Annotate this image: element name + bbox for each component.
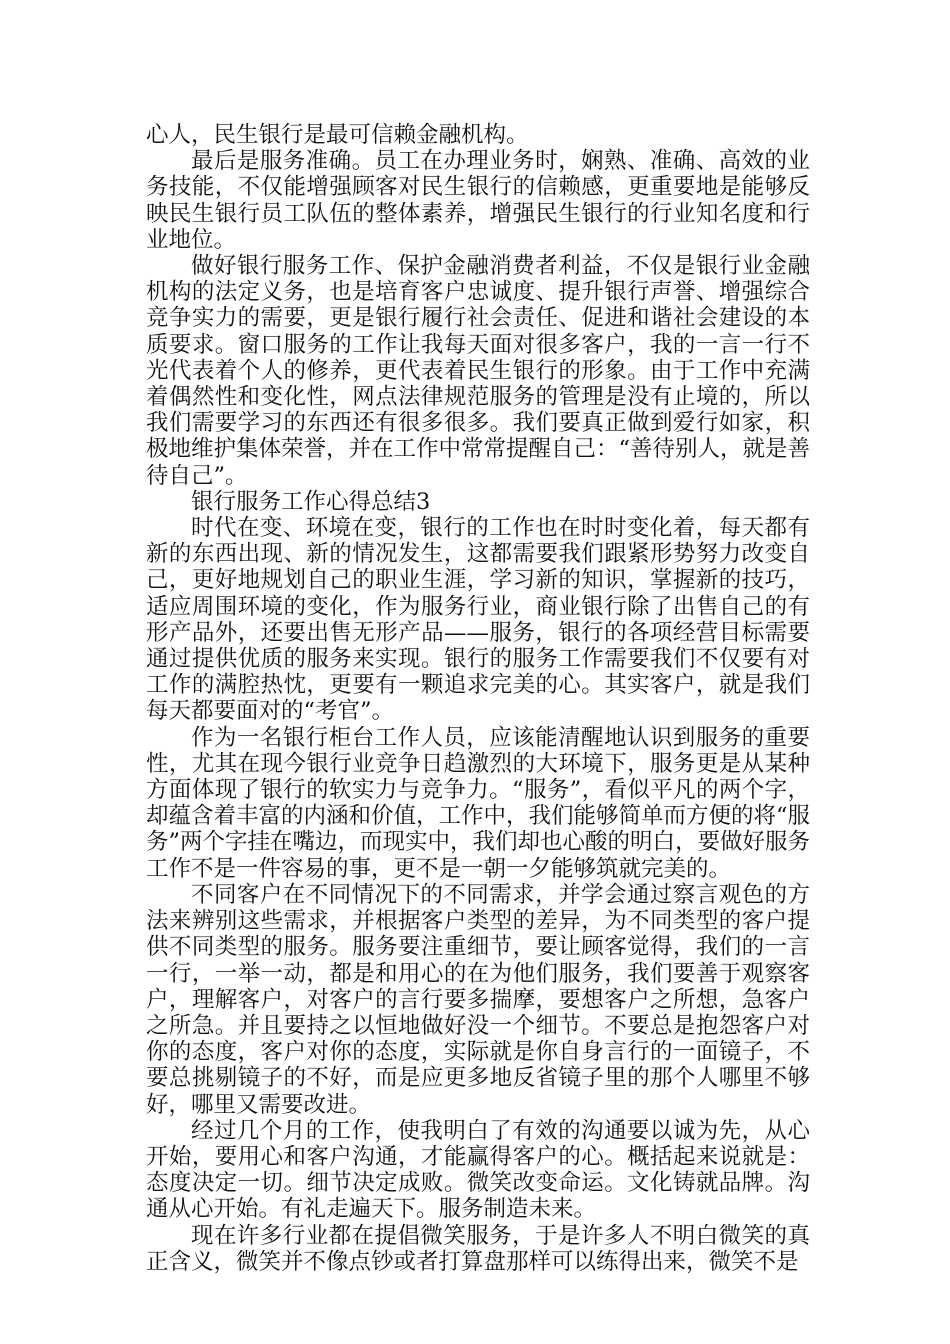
paragraph-communication: 经过几个月的工作，使我明白了有效的沟通要以诚为先，从心开始，要用心和客户沟通，才能赢得客户的心。概括起来说就是：态度决定一切。细节决定成败。微笑改变命运。文化铸就品牌。沟通从心开始。有礼走遍天下。服务制造未来。	[146, 1117, 810, 1223]
paragraph-consumer-protection: 做好银行服务工作、保护金融消费者利益，不仅是银行业金融机构的法定义务，也是培育客户忠诚度、提升银行声誉、增强综合竞争实力的需要，更是银行履行社会责任、促进和谐社会建设的本质要求。窗口服务的工作让我每天面对很多客户，我的一言一行不光代表着个人的修养，更代表着民生银行的形象。由于工作中充满着偶然性和变化性，网点法律规范服务的管理是没有止境的，所以我们需要学习的东西还有很多很多。我们要真正做到爱行如家，积极地维护集体荣誉，并在工作中常常提醒自己：“善待别人，就是善待自己”。	[146, 253, 811, 489]
paragraph-customer-needs: 不同客户在不同情况下的不同需求，并学会通过察言观色的方法来辨别这些需求，并根据客户类型的差异，为不同类型的客户提供不同类型的服务。服务要注重细节，要让顾客觉得，我们的一言一行，一举一动，都是和用心的在为他们服务，我们要善于观察客户，理解客户，对客户的言行要多揣摩，要想客户之所想，急客户之所急。并且要持之以恒地做好没一个细节。不要总是抱怨客户对你的态度，客户对你的态度，实际就是你自身言行的一面镜子，不要总挑剔镜子的不好，而是应更多地反省镜子里的那个人哪里不够好，哪里又需要改进。	[146, 881, 810, 1118]
document-page	[146, 122, 810, 1275]
paragraph-counter-staff: 作为一名银行柜台工作人员，应该能清醒地认识到服务的重要性，尤其在现今银行业竞争日趋激烈的大环境下，服务更是从某种方面体现了银行的软实力与竞争力。“服务”，看似平凡的两个字，却蕴含着丰富的内涵和价值，工作中，我们能够简单而方便的将“服务”两个字挂在嘴边，而现实中，我们却也心酸的明白，要做好服务工作不是一件容易的事，更不是一朝一夕能够筑就完美的。	[146, 724, 811, 882]
paragraph-continuation: 心人，民生银行是最可信赖金融机构。	[146, 122, 529, 148]
paragraph-changing-times: 时代在变、环境在变，银行的工作也在时时变化着，每天都有新的东西出现、新的情况发生，这都需要我们跟紧形势努力改变自己，更好地规划自己的职业生涯，学习新的知识，掌握新的技巧，适应周围环境的变化，作为服务行业，商业银行除了出售自己的有形产品外，还要出售无形产品——服务，银行的各项经营目标需要通过提供优质的服务来实现。银行的服务工作需要我们不仅要有对工作的满腔热忱，更要有一颗追求完美的心。其实客户，就是我们每天都要面对的“考官”。	[146, 515, 810, 725]
paragraph-smile-service: 现在许多行业都在提倡微笑服务，于是许多人不明白微笑的真正含义，微笑并不像点钞或者打算盘那样可以练得出来，微笑不是	[146, 1222, 810, 1275]
section-heading: 银行服务工作心得总结3	[191, 488, 431, 515]
paragraph-service-accuracy: 最后是服务准确。员工在办理业务时，娴熟、准确、高效的业务技能，不仅能增强顾客对民生银行的信赖感，更重要地是能够反映民生银行员工队伍的整体素养，增强民生银行的行业知名度和行业地位。	[146, 148, 810, 253]
